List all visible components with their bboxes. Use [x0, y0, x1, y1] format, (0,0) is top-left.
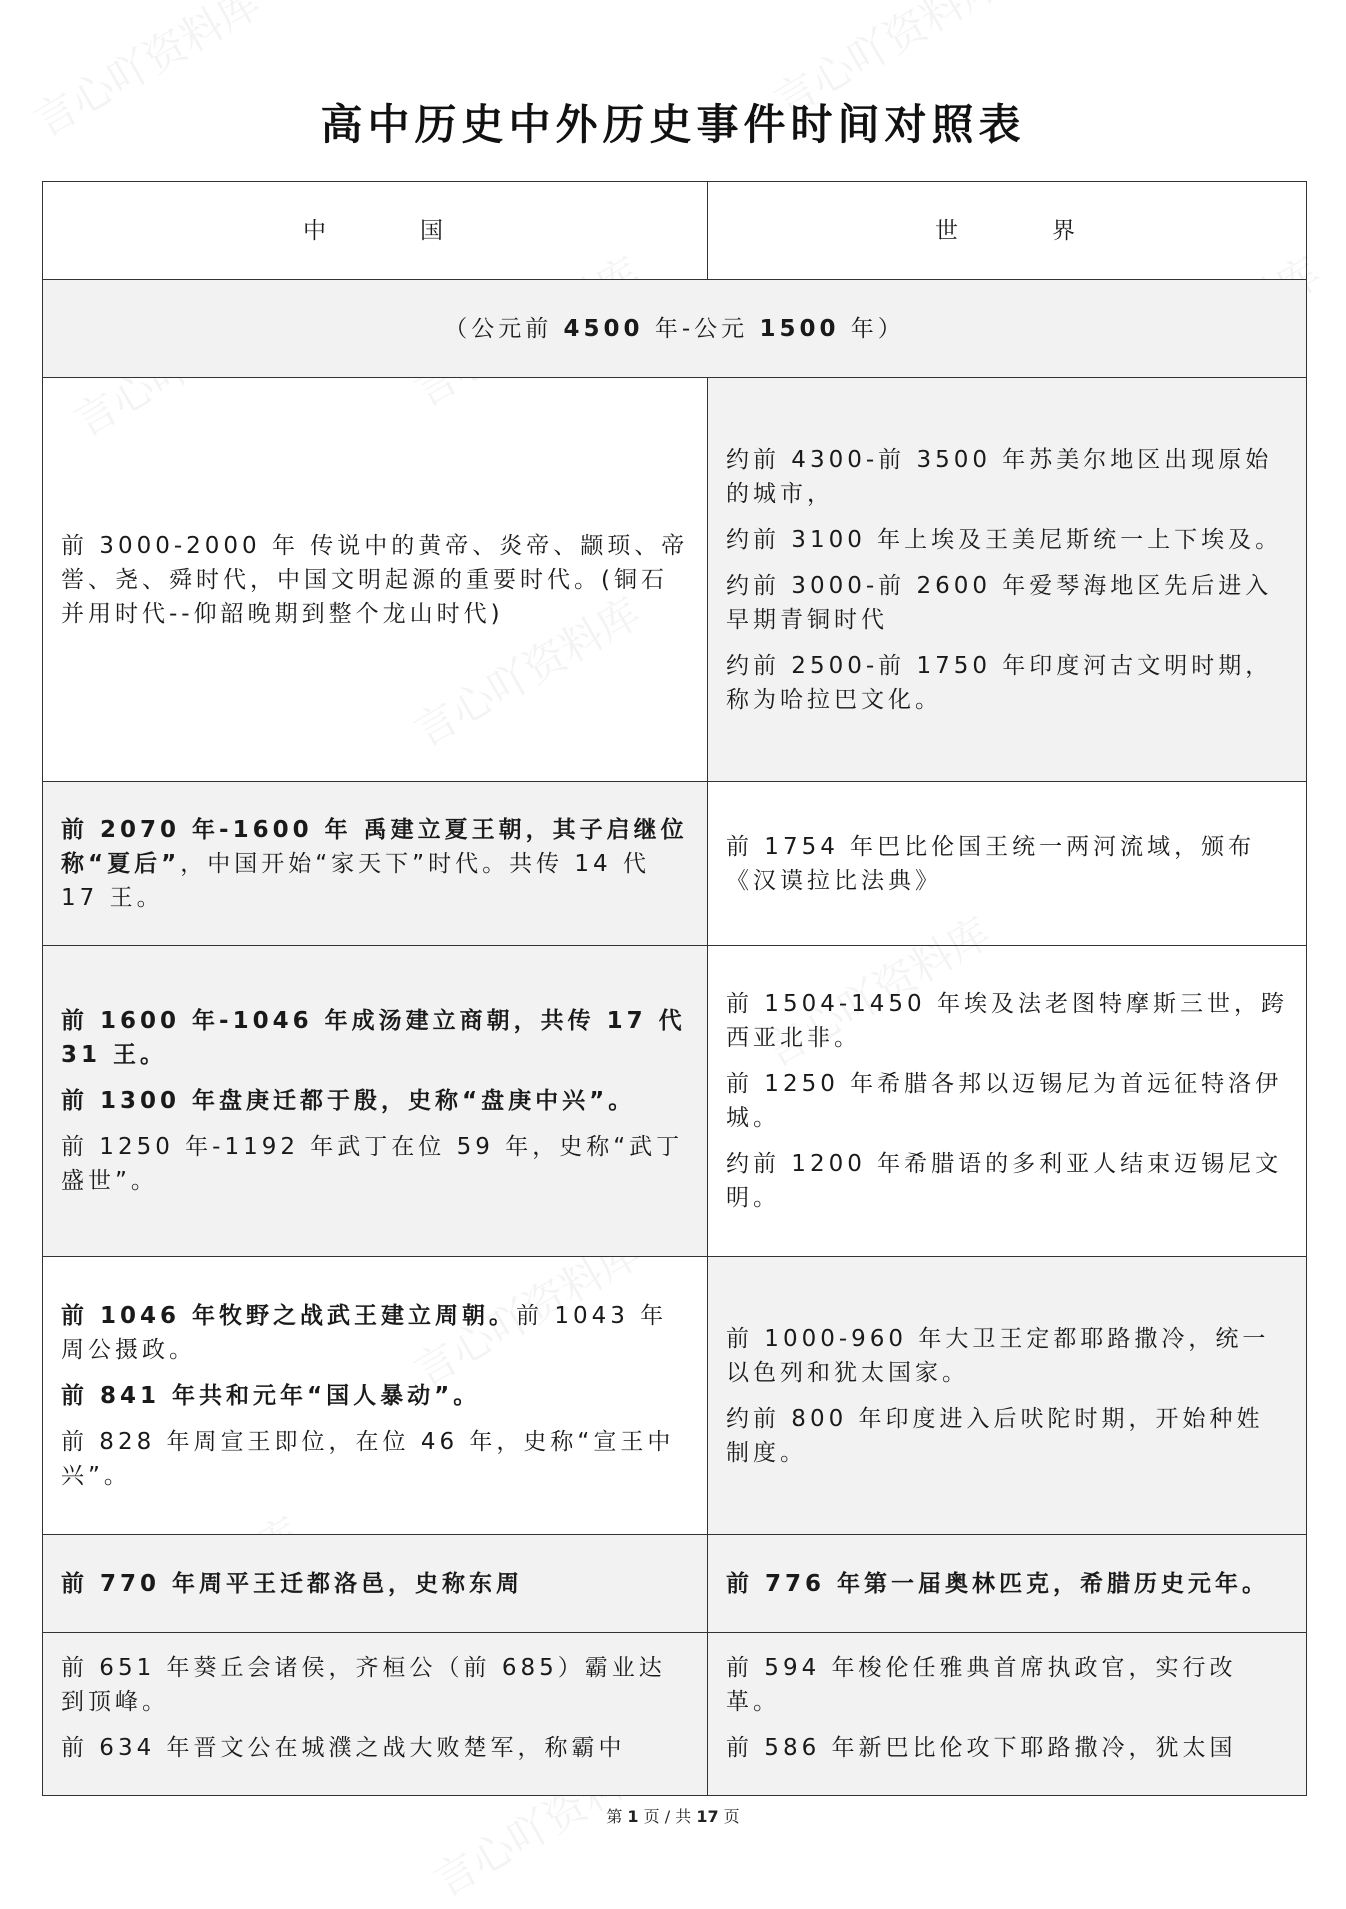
china-event: 前 1600 年-1046 年成汤建立商朝，共传 17 代 31 王。	[61, 1008, 686, 1068]
table-row	[43, 782, 1307, 946]
china-cell	[43, 1633, 708, 1796]
world-event: 约前 800 年印度进入后吠陀时期，开始种姓制度。	[726, 1405, 1264, 1466]
table-row	[43, 1257, 1307, 1535]
world-cell	[708, 946, 1307, 1257]
table-row	[43, 1633, 1307, 1796]
world-event: 前 586 年新巴比伦攻下耶路撒冷，犹太国	[726, 1735, 1237, 1761]
world-cell	[708, 378, 1307, 782]
china-event: 前 634 年晋文公在城濮之战大败楚军，称霸中	[61, 1735, 626, 1761]
china-event: 前 1046 年牧野之战武王建立周朝。前 1043 年周公摄政。	[61, 1302, 668, 1363]
world-event: 约前 3100 年上埃及王美尼斯统一上下埃及。	[726, 526, 1283, 553]
china-event: 前 2070 年-1600 年 禹建立夏王朝，其子启继位称“夏后”，中国开始“家天下”时代。共传 14 代 17 王。	[61, 816, 688, 911]
china-event: 前 1250 年-1192 年武丁在位 59 年，史称“武丁盛世”。	[61, 1134, 684, 1194]
china-event: 前 651 年葵丘会诸侯，齐桓公（前 685）霸业达到顶峰。	[61, 1655, 666, 1715]
world-event: 约前 1200 年希腊语的多利亚人结束迈锡尼文明。	[726, 1151, 1283, 1211]
world-event: 约前 2500-前 1750 年印度河古文明时期，称为哈拉巴文化。	[726, 652, 1273, 713]
timeline-table	[42, 181, 1307, 1796]
world-event: 前 1504-1450 年埃及法老图特摩斯三世，跨西亚北非。	[726, 991, 1288, 1051]
era-label: （公元前 4500 年-公元 1500 年）	[43, 280, 1307, 378]
world-event: 前 1754 年巴比伦国王统一两河流域，颁布《汉谟拉比法典》	[726, 833, 1256, 894]
era-row	[43, 280, 1307, 378]
china-event: 前 828 年周宣王即位，在位 46 年，史称“宣王中兴”。	[61, 1428, 675, 1489]
china-cell	[43, 1257, 708, 1535]
china-event: 前 1300 年盘庚迁都于殷，史称“盘庚中兴”。	[61, 1088, 636, 1114]
page-footer: 第 1 页 / 共 17 页	[606, 1807, 740, 1826]
china-cell	[43, 378, 708, 782]
page-title: 高中历史中外历史事件时间对照表	[320, 100, 1026, 149]
world-event: 前 1000-960 年大卫王定都耶路撒冷，统一以色列和犹太国家。	[726, 1325, 1270, 1386]
china-event: 前 3000-2000 年 传说中的黄帝、炎帝、颛顼、帝喾、尧、舜时代，中国文明起源的重要时代。(铜石并用时代--仰韶晚期到整个龙山时代)	[61, 532, 689, 627]
world-event: 前 594 年梭伦任雅典首席执政官，实行改革。	[726, 1655, 1237, 1715]
world-event: 约前 4300-前 3500 年苏美尔地区出现原始的城市，	[726, 446, 1273, 507]
header-world: 世 界	[708, 182, 1307, 280]
world-event: 前 776 年第一届奥林匹克，希腊历史元年。	[726, 1570, 1270, 1597]
world-cell	[708, 1535, 1307, 1633]
china-cell	[43, 782, 708, 946]
china-event: 前 770 年周平王迁都洛邑，史称东周	[61, 1570, 524, 1597]
world-cell	[708, 782, 1307, 946]
world-event: 前 1250 年希腊各邦以迈锡尼为首远征特洛伊城。	[726, 1071, 1283, 1131]
world-cell	[708, 1257, 1307, 1535]
china-cell	[43, 1535, 708, 1633]
world-event: 约前 3000-前 2600 年爱琴海地区先后进入早期青铜时代	[726, 572, 1273, 633]
header-row	[43, 182, 1307, 280]
world-cell	[708, 1633, 1307, 1796]
china-event: 前 841 年共和元年“国人暴动”。	[61, 1382, 481, 1409]
table-row	[43, 378, 1307, 782]
table-row	[43, 946, 1307, 1257]
header-china: 中 国	[43, 182, 708, 280]
china-cell	[43, 946, 708, 1257]
table-row	[43, 1535, 1307, 1633]
